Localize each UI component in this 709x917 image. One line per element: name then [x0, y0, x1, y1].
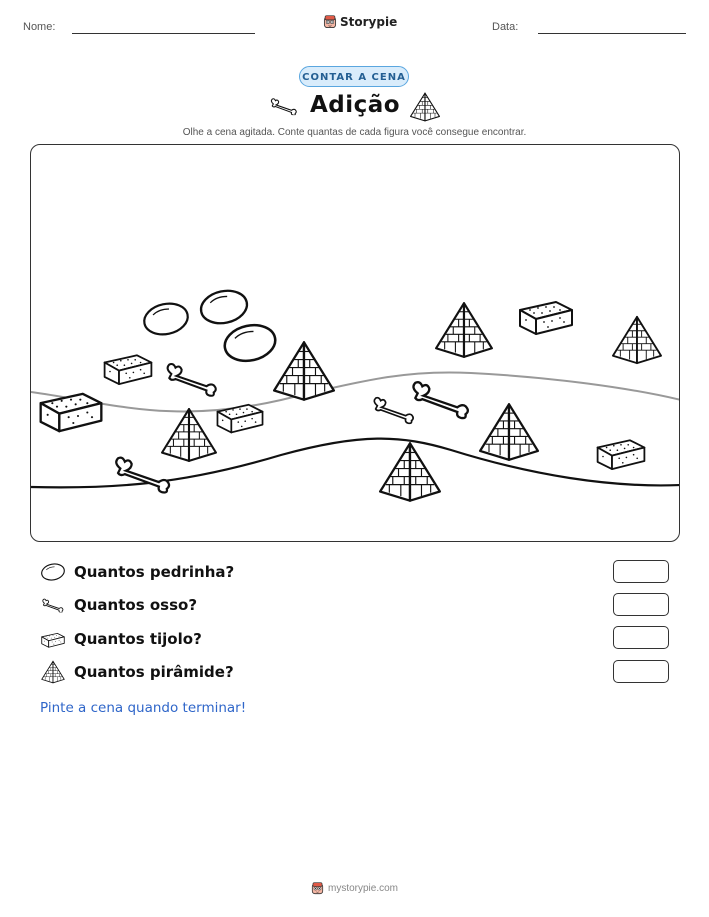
pebble-3 [221, 321, 278, 366]
brick-5 [598, 440, 645, 469]
pyramid-5 [480, 404, 538, 460]
site-footer [0, 881, 709, 896]
answer-box-pebble[interactable] [613, 560, 669, 583]
question-brick [40, 626, 202, 652]
answer-box-pyramid[interactable] [613, 660, 669, 683]
scene-drawing [31, 145, 680, 542]
date-label: Data: [492, 21, 519, 33]
question-pebble [40, 559, 234, 585]
brick-2 [41, 394, 102, 431]
pyramid-4 [613, 317, 661, 363]
pyramid-3 [436, 303, 492, 357]
bone-icon [40, 594, 66, 616]
question-text: Quantos pirâmide? [74, 663, 234, 681]
site-url: mystorypie.com [327, 883, 398, 894]
pebble-2 [198, 287, 250, 328]
name-label: Nome: [23, 21, 56, 33]
brick-1 [105, 355, 152, 384]
pebble-icon [40, 562, 66, 582]
title-pyramid-icon [408, 92, 442, 122]
brick-icon [40, 629, 66, 649]
brand-logo [323, 14, 397, 30]
name-line[interactable] [72, 33, 255, 34]
bone-4 [413, 382, 467, 418]
brick-4 [520, 302, 572, 334]
date-line[interactable] [538, 33, 686, 34]
question-text: Quantos osso? [74, 596, 198, 614]
question-bone [40, 592, 197, 618]
pyramid-1 [274, 342, 334, 399]
instructions: Olhe a cena agitada. Conte quantas de cada figura você consegue encontrar. [182, 127, 527, 138]
owl-icon [323, 14, 337, 30]
bone-2 [116, 458, 169, 493]
coloring-note: Pinte a cena quando terminar! [40, 700, 247, 716]
page-title: Adição [310, 92, 401, 118]
pebble-1 [141, 300, 190, 338]
answer-box-bone[interactable] [613, 593, 669, 616]
counting-scene [30, 144, 680, 542]
pyramid-2 [162, 409, 216, 461]
pyramid-6 [380, 443, 440, 500]
title-bone-icon [268, 92, 300, 120]
bone-3 [374, 398, 413, 424]
answer-box-brick[interactable] [613, 626, 669, 649]
question-text: Quantos pedrinha? [74, 563, 235, 581]
question-text: Quantos tijolo? [74, 630, 202, 648]
owl-icon [311, 881, 324, 896]
question-pyramid [40, 659, 234, 685]
brand-name: Storypie [340, 15, 398, 29]
pyramid-icon [40, 660, 66, 684]
bone-1 [168, 364, 216, 396]
activity-badge: CONTAR A CENA [299, 66, 409, 87]
